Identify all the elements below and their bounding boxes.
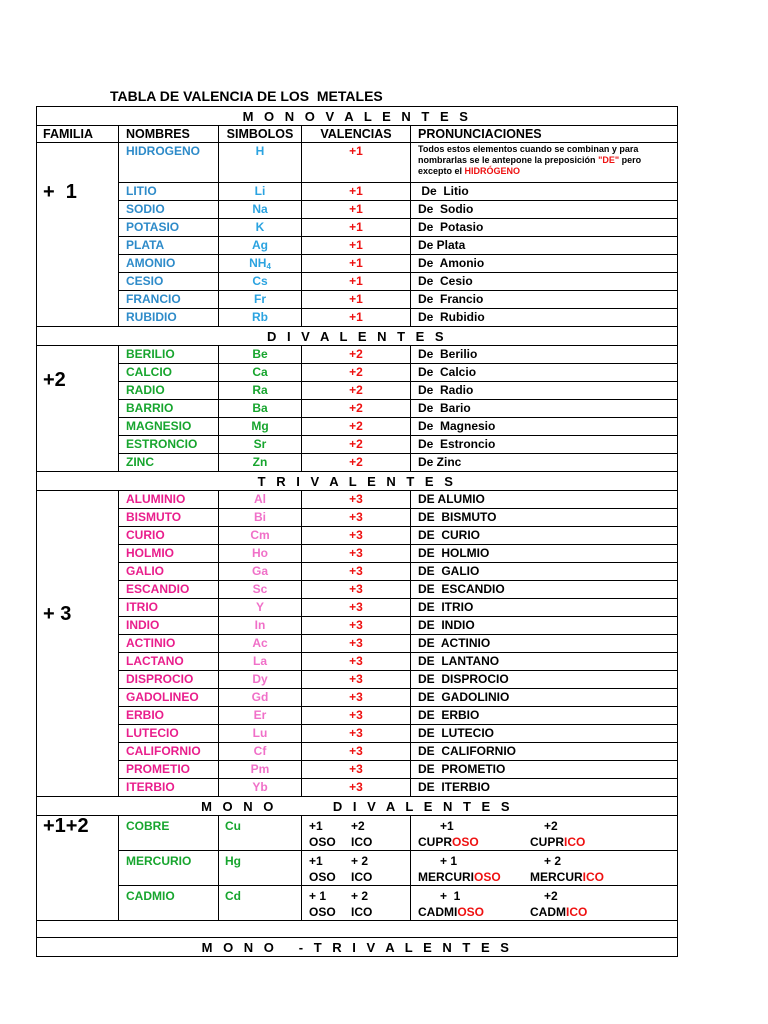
table-row (37, 563, 678, 581)
element-valence: +3 (302, 725, 411, 743)
section-mono-trivalentes-cell (37, 938, 678, 957)
empty-row (37, 921, 678, 938)
element-valence: +3 (302, 545, 411, 563)
element-pronunciation: De Amonio (411, 255, 678, 273)
element-valence: +3 (302, 581, 411, 599)
table-row (37, 491, 678, 509)
element-name: PLATA (119, 237, 219, 255)
symbol-text: Er (253, 708, 267, 722)
symbol-text: Ho (252, 546, 268, 560)
suffix-1: OSO (309, 870, 336, 884)
symbol-text: Ra (252, 383, 268, 397)
symbol-text: Ca (252, 365, 268, 379)
table-row (37, 743, 678, 761)
symbol-text: Mg (251, 419, 269, 433)
element-name: ESTRONCIO (119, 436, 219, 454)
element-valence: +2 (302, 418, 411, 436)
symbol-text: Na (252, 202, 268, 216)
table-row (37, 599, 678, 617)
element-pronunciation: DE GADOLINIO (411, 689, 678, 707)
table-row (37, 653, 678, 671)
element-symbol (219, 201, 302, 219)
element-symbol (219, 527, 302, 545)
valence-line (309, 853, 410, 869)
element-symbol (219, 653, 302, 671)
note-de: "DE" (598, 155, 620, 165)
element-name: PROMETIO (119, 761, 219, 779)
valence-2: + 2 (351, 889, 369, 903)
symbol-text: Be (252, 347, 268, 361)
pron-top-1: +1 (440, 819, 454, 833)
element-valence: +1 (302, 143, 411, 183)
family-cell: +2 (37, 346, 119, 472)
table-row (37, 237, 678, 255)
element-name: LACTANO (119, 653, 219, 671)
element-symbol (219, 617, 302, 635)
element-pronunciation: De Rubidio (411, 309, 678, 327)
element-name: ZINC (119, 454, 219, 472)
section-title: T R I V A L E N T E S (257, 473, 457, 489)
element-symbol (219, 237, 302, 255)
pron-name-2 (530, 905, 587, 919)
element-symbol (219, 382, 302, 400)
element-name: CALCIO (119, 364, 219, 382)
family-cell: + 1 (37, 143, 119, 327)
page-title: TABLA DE VALENCIA DE LOS METALES (110, 88, 383, 104)
symbol-text: Pm (250, 762, 270, 776)
element-symbol (219, 454, 302, 472)
element-valence: +2 (302, 454, 411, 472)
symbol-text: Ac (252, 636, 268, 650)
table-row (37, 689, 678, 707)
section-monovalentes (37, 107, 678, 126)
table-row (37, 418, 678, 436)
valence-1: +1 (309, 819, 323, 833)
element-symbol (219, 219, 302, 237)
suffix-1: OSO (309, 905, 336, 919)
suffix-line (309, 834, 410, 850)
pron-top-1: + 1 (440, 889, 461, 903)
section-title-b: D I V A L E N T E S (332, 798, 513, 814)
element-valence: +1 (302, 255, 411, 273)
pron-name-1 (418, 834, 530, 850)
table-row (37, 273, 678, 291)
element-symbol (219, 581, 302, 599)
element-pronunciation: DE LANTANO (411, 653, 678, 671)
element-symbol (219, 436, 302, 454)
element-valence: +2 (302, 364, 411, 382)
element-valence: +3 (302, 491, 411, 509)
element-pronunciation: De Plata (411, 237, 678, 255)
element-symbol: Cu (219, 816, 302, 851)
table-row (37, 816, 678, 851)
element-valence: +3 (302, 527, 411, 545)
element-pronunciation: DE CALIFORNIO (411, 743, 678, 761)
pron-valence-line (418, 818, 677, 834)
element-name: GADOLINEO (119, 689, 219, 707)
symbol-text: Dy (252, 672, 268, 686)
valence-line (309, 818, 410, 834)
element-name: LUTECIO (119, 725, 219, 743)
element-valence: +1 (302, 273, 411, 291)
element-valence: +3 (302, 743, 411, 761)
element-symbol (219, 725, 302, 743)
element-name: CESIO (119, 273, 219, 291)
element-symbol (219, 563, 302, 581)
table-row (37, 436, 678, 454)
element-name: ACTINIO (119, 635, 219, 653)
pron-suffix-1: OSO (452, 835, 479, 849)
element-pronunciation (411, 851, 678, 886)
symbol-text: Zn (252, 455, 268, 469)
table-row (37, 309, 678, 327)
pron-base-1: CUPR (418, 835, 453, 849)
element-symbol (219, 635, 302, 653)
element-pronunciation: DE LUTECIO (411, 725, 678, 743)
symbol-subscript: 4 (266, 261, 271, 271)
table-row (37, 400, 678, 418)
element-pronunciation: DE CURIO (411, 527, 678, 545)
section-title-a: M O N O (201, 798, 277, 814)
table-row (37, 886, 678, 921)
section-mono-divalentes-cell (37, 797, 678, 816)
element-symbol (219, 707, 302, 725)
element-pronunciation: DE ALUMIO (411, 491, 678, 509)
element-symbol (219, 400, 302, 418)
element-name: RUBIDIO (119, 309, 219, 327)
pron-base-1: MERCURI (418, 870, 474, 884)
element-name: LITIO (119, 183, 219, 201)
symbol-text: Li (254, 184, 266, 198)
column-header: SIMBOLOS (219, 126, 302, 143)
symbol-text: Al (254, 492, 266, 506)
suffix-2: ICO (351, 870, 373, 884)
element-pronunciation: DE ACTINIO (411, 635, 678, 653)
element-name: ITERBIO (119, 779, 219, 797)
element-pronunciation: DE BISMUTO (411, 509, 678, 527)
element-symbol (219, 183, 302, 201)
pron-name-2 (530, 835, 585, 849)
table-row (37, 545, 678, 563)
pron-name-line (418, 869, 677, 885)
element-pronunciation: DE ITERBIO (411, 779, 678, 797)
pron-base-1: CADMI (418, 905, 458, 919)
pron-suffix-2: ICO (582, 870, 605, 884)
pron-base-2: CUPR (530, 835, 565, 849)
section-mono-divalentes (37, 797, 678, 816)
table-row (37, 201, 678, 219)
element-symbol: Hg (219, 851, 302, 886)
pron-suffix-1: OSO (474, 870, 501, 884)
element-valence: +3 (302, 509, 411, 527)
element-valence: +3 (302, 563, 411, 581)
element-valence: +1 (302, 237, 411, 255)
valence-2: +2 (351, 819, 365, 833)
element-valence: +3 (302, 761, 411, 779)
element-symbol (219, 491, 302, 509)
pron-name-1 (418, 869, 530, 885)
empty-cell (37, 921, 678, 938)
element-name: INDIO (119, 617, 219, 635)
pron-top-2: +2 (544, 889, 558, 903)
element-pronunciation: DE ITRIO (411, 599, 678, 617)
table-row (37, 382, 678, 400)
suffix-1: OSO (309, 835, 336, 849)
element-symbol (219, 291, 302, 309)
column-header: PRONUNCIACIONES (411, 126, 678, 143)
element-name: ITRIO (119, 599, 219, 617)
element-symbol: Cd (219, 886, 302, 921)
pron-suffix-2: ICO (566, 905, 588, 919)
element-name: AMONIO (119, 255, 219, 273)
symbol-text: In (254, 618, 266, 632)
valence-line (309, 888, 410, 904)
pron-name-1 (418, 904, 530, 920)
pron-name-2 (530, 870, 604, 884)
symbol-text: Yb (252, 780, 268, 794)
element-pronunciation: DE ERBIO (411, 707, 678, 725)
section-divalentes (37, 327, 678, 346)
element-valence: +2 (302, 382, 411, 400)
element-name: CADMIO (119, 886, 219, 921)
section-title: M O N O - T R I V A L E N T E S (201, 939, 513, 955)
section-title: M O N O V A L E N T E S (242, 108, 472, 124)
element-pronunciation: DE GALIO (411, 563, 678, 581)
element-symbol (219, 364, 302, 382)
element-name: SODIO (119, 201, 219, 219)
element-name: MERCURIO (119, 851, 219, 886)
element-symbol (219, 761, 302, 779)
symbol-text: Ba (252, 401, 268, 415)
section-mono-trivalentes (37, 938, 678, 957)
element-pronunciation (411, 886, 678, 921)
pron-base-2: MERCUR (530, 870, 583, 884)
symbol-text: Gd (251, 690, 269, 704)
symbol-text: NH (249, 255, 267, 270)
pron-top-1: + 1 (440, 854, 458, 868)
table-row (37, 761, 678, 779)
element-symbol (219, 309, 302, 327)
element-pronunciation: De Sodio (411, 201, 678, 219)
table-row (37, 219, 678, 237)
suffix-line (309, 869, 410, 885)
symbol-text: Cs (252, 274, 268, 288)
element-valence: +1 (302, 183, 411, 201)
symbol-text: Fr (254, 292, 266, 306)
table-row (37, 143, 678, 183)
element-pronunciation: DE HOLMIO (411, 545, 678, 563)
suffix-line (309, 904, 410, 920)
element-valence (302, 816, 411, 851)
element-pronunciation (411, 816, 678, 851)
section-monovalentes-cell (37, 107, 678, 126)
element-pronunciation: De Litio (411, 183, 678, 201)
section-title: D I V A L E N T E S (266, 328, 448, 344)
pron-suffix-1: OSO (457, 905, 484, 919)
pron-base-2: CADM (530, 905, 566, 919)
element-pronunciation: DE ESCANDIO (411, 581, 678, 599)
element-pronunciation: De Magnesio (411, 418, 678, 436)
element-valence: +3 (302, 671, 411, 689)
element-valence (302, 886, 411, 921)
element-valence: +3 (302, 635, 411, 653)
table-row (37, 779, 678, 797)
table-row (37, 454, 678, 472)
element-pronunciation: De Calcio (411, 364, 678, 382)
element-symbol (219, 255, 302, 273)
element-pronunciation: De Zinc (411, 454, 678, 472)
pron-top-2: + 2 (544, 854, 562, 868)
table-row (37, 851, 678, 886)
element-symbol (219, 346, 302, 364)
symbol-text: K (255, 220, 265, 234)
table-row (37, 725, 678, 743)
element-name: HOLMIO (119, 545, 219, 563)
element-name: FRANCIO (119, 291, 219, 309)
element-valence: +3 (302, 653, 411, 671)
column-header: VALENCIAS (302, 126, 411, 143)
column-headers (37, 126, 678, 143)
valence-2: + 2 (351, 854, 369, 868)
family-cell: +1+2 (37, 816, 119, 921)
element-name: ERBIO (119, 707, 219, 725)
symbol-text: Sc (252, 582, 268, 596)
table-row (37, 671, 678, 689)
element-valence: +1 (302, 201, 411, 219)
element-symbol (219, 779, 302, 797)
symbol-text: Sr (253, 437, 267, 451)
element-valence: +3 (302, 779, 411, 797)
element-name: BARRIO (119, 400, 219, 418)
family-cell: + 3 (37, 491, 119, 797)
element-valence: +3 (302, 689, 411, 707)
element-pronunciation: DE DISPROCIO (411, 671, 678, 689)
element-pronunciation: De Bario (411, 400, 678, 418)
symbol-text: Rb (252, 310, 268, 324)
valence-table (36, 106, 678, 957)
section-trivalentes (37, 472, 678, 491)
table-row (37, 255, 678, 273)
table-row (37, 617, 678, 635)
element-symbol (219, 689, 302, 707)
element-valence: +2 (302, 400, 411, 418)
element-name: ESCANDIO (119, 581, 219, 599)
element-name: ALUMINIO (119, 491, 219, 509)
suffix-2: ICO (351, 905, 373, 919)
element-symbol (219, 545, 302, 563)
element-name: CURIO (119, 527, 219, 545)
element-symbol (219, 671, 302, 689)
element-name: COBRE (119, 816, 219, 851)
element-valence: +3 (302, 617, 411, 635)
note-text: Todos estos elementos cuando se combinan y para nombrarlas se le antepone la preposición (418, 144, 639, 165)
symbol-text: H (255, 144, 265, 158)
element-valence: +1 (302, 309, 411, 327)
pron-top-2: +2 (544, 819, 558, 833)
symbol-text: Ag (252, 238, 268, 252)
element-name: BERILIO (119, 346, 219, 364)
suffix-2: ICO (351, 835, 373, 849)
column-header: NOMBRES (119, 126, 219, 143)
element-valence: +1 (302, 219, 411, 237)
element-symbol (219, 143, 302, 183)
table-row (37, 707, 678, 725)
symbol-text: Y (255, 600, 264, 614)
element-name: DISPROCIO (119, 671, 219, 689)
valence-1: + 1 (309, 889, 327, 903)
pron-valence-line (418, 853, 677, 869)
valence-1: +1 (309, 854, 323, 868)
element-name: MAGNESIO (119, 418, 219, 436)
element-symbol (219, 743, 302, 761)
element-pronunciation: De Cesio (411, 273, 678, 291)
element-pronunciation: De Berilio (411, 346, 678, 364)
note-cell (411, 143, 678, 183)
symbol-text: Cf (253, 744, 267, 758)
pron-valence-line (418, 888, 677, 904)
element-pronunciation: DE INDIO (411, 617, 678, 635)
element-valence (302, 851, 411, 886)
element-symbol (219, 599, 302, 617)
element-valence: +2 (302, 346, 411, 364)
note-hidrogeno: HIDRÓGENO (464, 166, 521, 176)
column-header: FAMILIA (37, 126, 119, 143)
element-valence: +1 (302, 291, 411, 309)
element-symbol (219, 418, 302, 436)
element-pronunciation: De Potasio (411, 219, 678, 237)
symbol-text: Ga (251, 564, 268, 578)
element-symbol (219, 509, 302, 527)
symbol-text: Cm (250, 528, 270, 542)
element-symbol (219, 273, 302, 291)
element-pronunciation: De Francio (411, 291, 678, 309)
table-row (37, 635, 678, 653)
note-text: pero excepto el (418, 155, 642, 176)
table-row (37, 364, 678, 382)
table-row (37, 527, 678, 545)
table-row (37, 183, 678, 201)
pron-name-line (418, 904, 677, 920)
element-name: CALIFORNIO (119, 743, 219, 761)
element-name: HIDROGENO (119, 143, 219, 183)
element-pronunciation: De Estroncio (411, 436, 678, 454)
element-valence: +3 (302, 707, 411, 725)
table-row (37, 509, 678, 527)
pron-suffix-2: ICO (564, 835, 586, 849)
element-pronunciation: De Radio (411, 382, 678, 400)
symbol-text: Lu (252, 726, 268, 740)
element-name: POTASIO (119, 219, 219, 237)
element-valence: +2 (302, 436, 411, 454)
symbol-text: La (252, 654, 267, 668)
element-name: GALIO (119, 563, 219, 581)
section-divalentes-cell (37, 327, 678, 346)
pron-name-line (418, 834, 677, 850)
table-row (37, 291, 678, 309)
element-pronunciation: DE PROMETIO (411, 761, 678, 779)
element-valence: +3 (302, 599, 411, 617)
element-name: BISMUTO (119, 509, 219, 527)
symbol-text: Bi (254, 510, 266, 524)
section-trivalentes-cell (37, 472, 678, 491)
element-name: RADIO (119, 382, 219, 400)
table-row (37, 346, 678, 364)
table-row (37, 581, 678, 599)
